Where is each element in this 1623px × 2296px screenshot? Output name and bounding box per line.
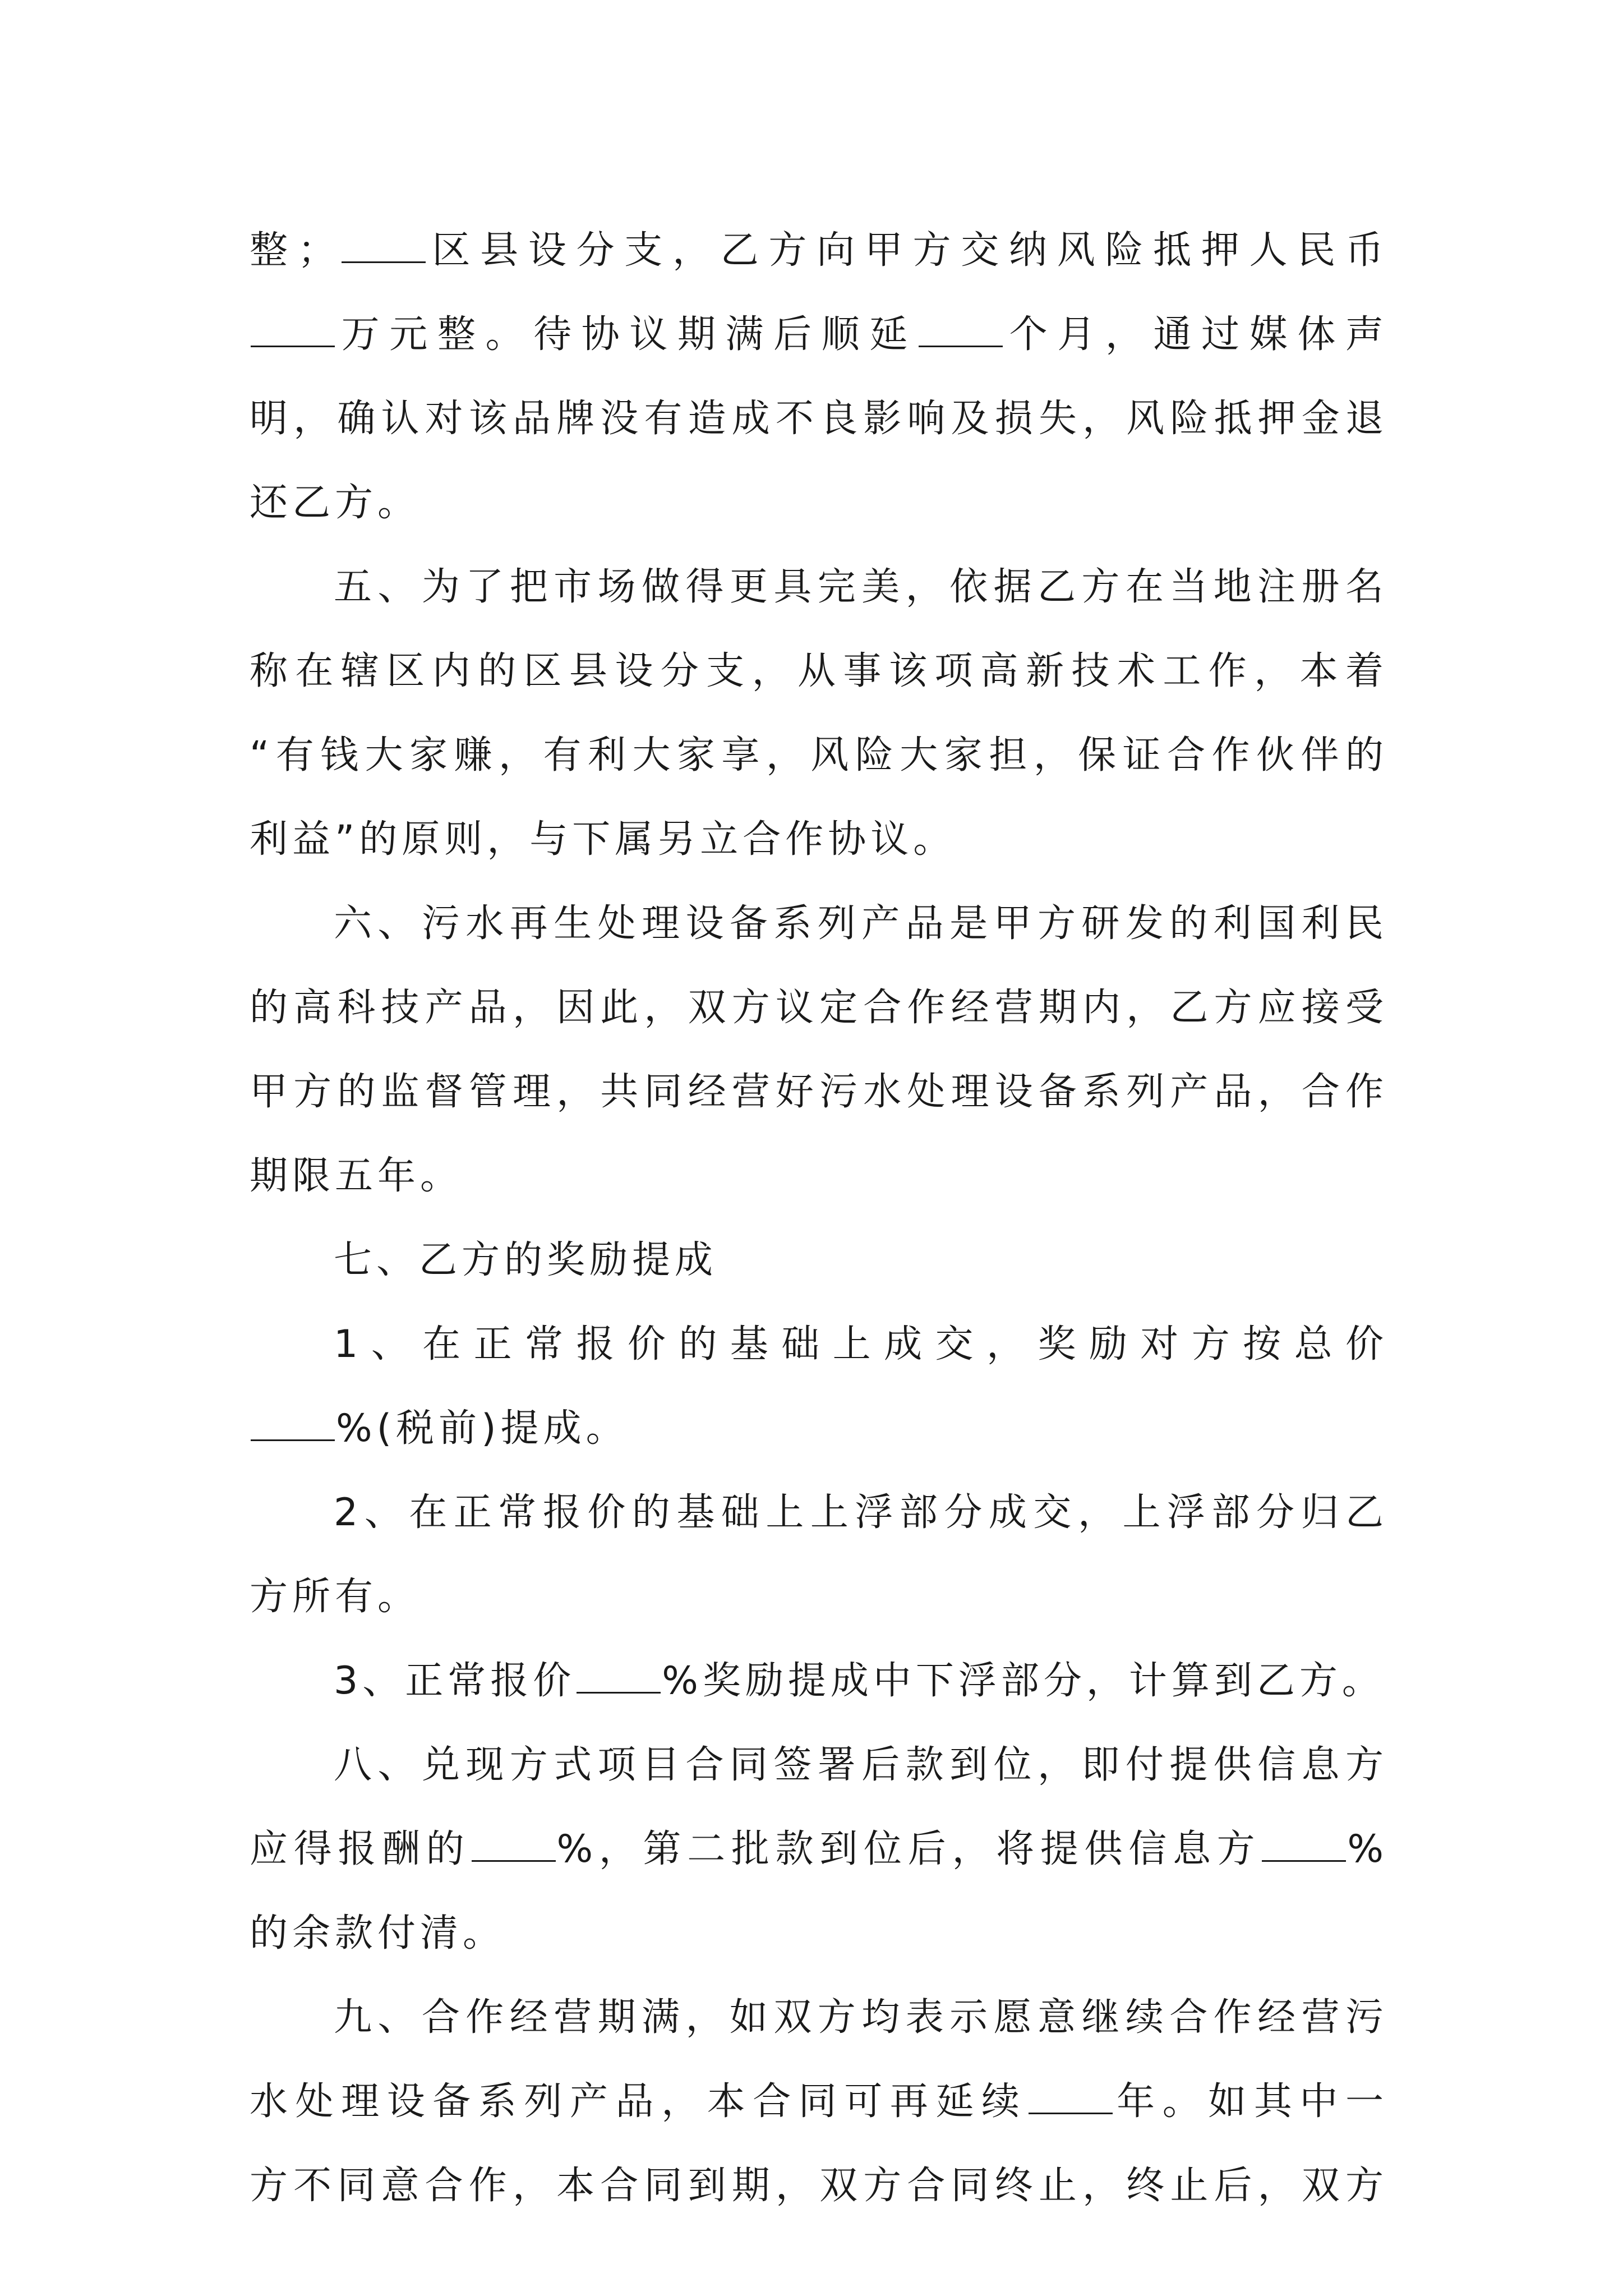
- document-line: [250, 461, 420, 545]
- line-text: %: [1347, 1827, 1388, 1871]
- document-line: [250, 1218, 717, 1303]
- document-line: [250, 1050, 1388, 1134]
- line-text: 七、乙方的奖励提成: [334, 1238, 718, 1282]
- line-text: 2、在正常报价的基础上上浮部分成交，上浮部分归乙: [334, 1490, 1388, 1535]
- line-text: 期限五年。: [250, 1154, 463, 1198]
- line-text: 八、兑现方式项目合同签署后款到位，即付提供信息方: [334, 1743, 1388, 1787]
- line-text: 水处理设备系列产品，本合同可再延续: [250, 2079, 1027, 2124]
- line-text: 万元整。待协议期满后顺延: [336, 312, 918, 357]
- line-text: 五、为了把市场做得更具完美，依据乙方在当地注册名: [334, 565, 1388, 609]
- document-line: [250, 1471, 1388, 1555]
- document-line: [250, 966, 1388, 1050]
- line-text: %(税前)提成。: [336, 1406, 629, 1451]
- line-text: 1、在正常报价的基础上成交，奖励对方按总价: [334, 1322, 1388, 1366]
- fill-in-blank: [251, 1400, 335, 1441]
- fill-in-blank: [251, 306, 335, 347]
- document-line: [250, 2060, 1388, 2144]
- fill-in-blank: [342, 222, 426, 263]
- line-text: 年。如其中一: [1113, 2079, 1388, 2124]
- line-text: 个月，通过媒体声: [1004, 312, 1388, 357]
- document-line: [250, 714, 1388, 798]
- line-text: 方不同意合作，本合同到期，双方合同终止，终止后，双方: [250, 2164, 1388, 2208]
- document-line: [250, 293, 1388, 377]
- line-text: 的余款付清。: [250, 1911, 506, 1955]
- document-line: [250, 882, 1388, 966]
- line-text: 还乙方。: [250, 481, 421, 525]
- line-text: 的高科技产品，因此，双方议定合作经营期内，乙方应接受: [250, 986, 1388, 1030]
- document-line: [250, 1892, 505, 1976]
- document-line: [250, 1723, 1388, 1807]
- document-line: [250, 1303, 1388, 1387]
- line-text: 方所有。: [250, 1575, 421, 1619]
- document-line: [250, 1555, 420, 1639]
- fill-in-blank: [919, 306, 1003, 347]
- line-text: 明，确认对该品牌没有造成不良影响及损失，风险抵押金退: [250, 397, 1388, 441]
- line-text: “有钱大家赚，有利大家享，风险大家担，保证合作伙伴的: [250, 733, 1388, 777]
- document-line: [250, 629, 1388, 714]
- document-line: [250, 1639, 1385, 1723]
- document-line: [250, 798, 956, 882]
- line-text: 六、污水再生处理设备系列产品是甲方研发的利国利民: [334, 901, 1388, 946]
- document-line: [250, 1976, 1388, 2060]
- fill-in-blank: [472, 1821, 556, 1862]
- fill-in-blank: [1262, 1821, 1346, 1862]
- line-text: 九、合作经营期满，如双方均表示愿意继续合作经营污: [334, 1995, 1388, 2040]
- line-text: %，第二批款到位后，将提供信息方: [556, 1827, 1261, 1871]
- document-line: [250, 545, 1388, 629]
- line-text: 区县设分支，乙方向甲方交纳风险抵押人民币: [426, 228, 1388, 273]
- line-text: 3、正常报价: [334, 1659, 576, 1703]
- document-line: [250, 2144, 1388, 2228]
- line-text: 整；: [250, 228, 340, 273]
- line-text: 应得报酬的: [250, 1827, 471, 1871]
- line-text: 甲方的监督管理，共同经营好污水处理设备系列产品，合作: [250, 1070, 1388, 1114]
- fill-in-blank: [577, 1653, 661, 1694]
- document-line: [250, 377, 1388, 461]
- document-line: [250, 1134, 463, 1218]
- line-text: 称在辖区内的区县设分支，从事该项高新技术工作，本着: [250, 649, 1388, 693]
- document-line: [250, 1387, 629, 1471]
- document-line: [250, 1807, 1388, 1892]
- line-text: 利益”的原则，与下属另立合作协议。: [250, 817, 956, 862]
- document-line: [250, 209, 1388, 293]
- fill-in-blank: [1029, 2073, 1113, 2114]
- line-text: %奖励提成中下浮部分，计算到乙方。: [662, 1659, 1385, 1703]
